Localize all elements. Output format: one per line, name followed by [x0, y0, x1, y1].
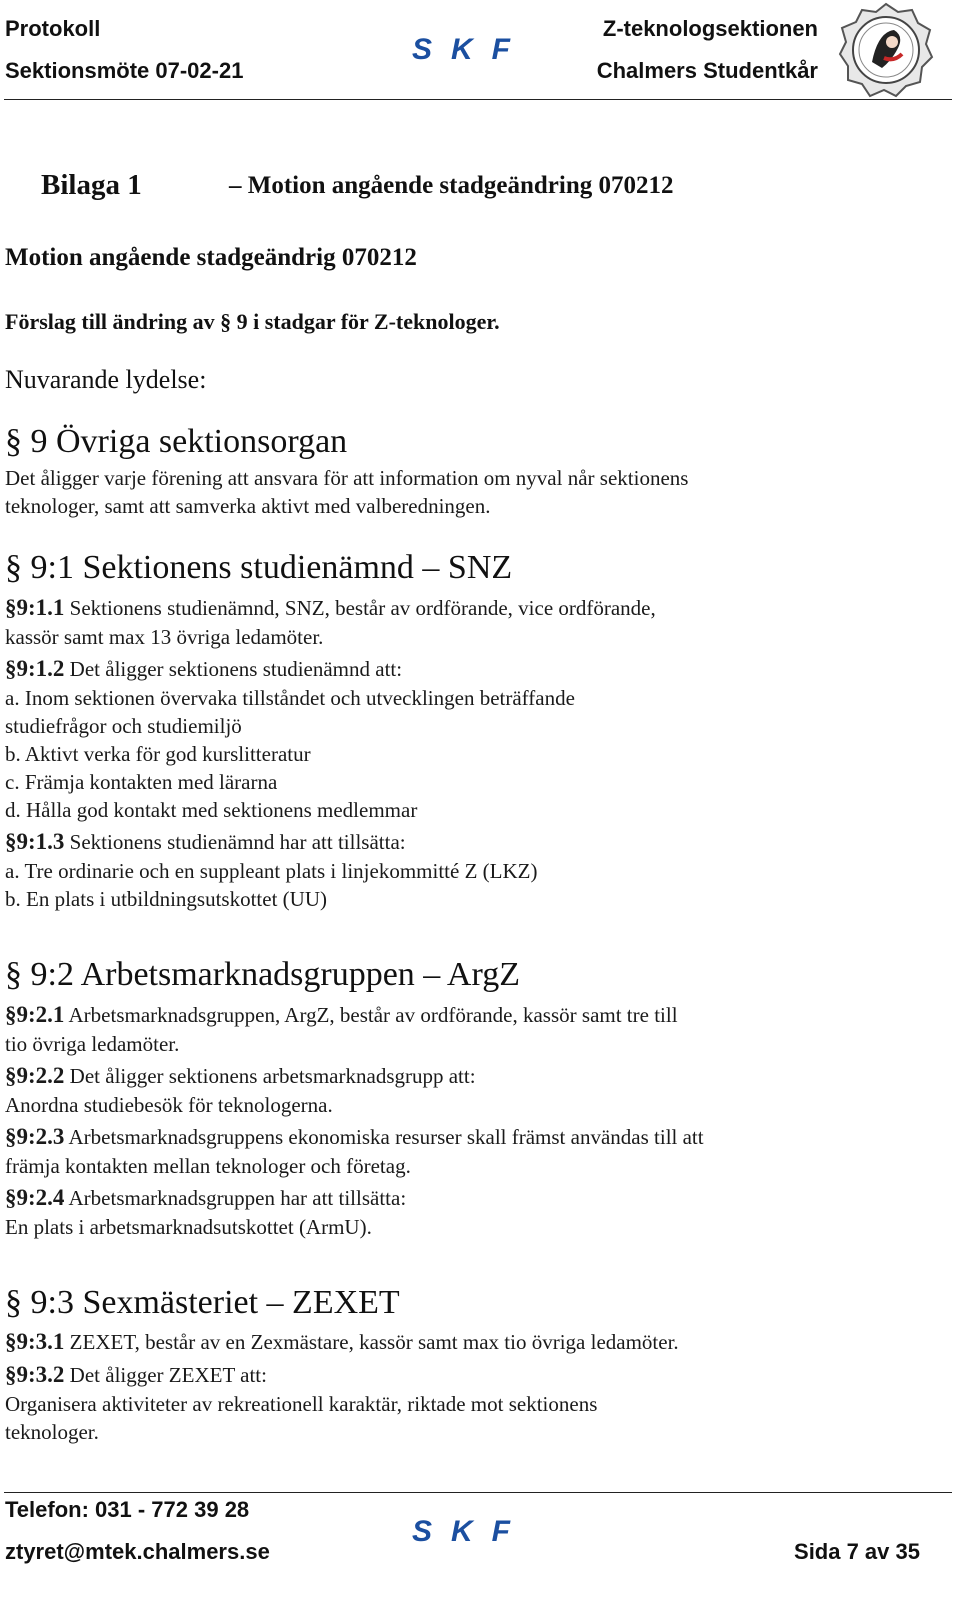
list-item: b. En plats i utbildningsutskottet (UU)	[5, 887, 327, 911]
paragraph-9-2-3-line2: främja kontakten mellan teknologer och företag.	[5, 1154, 411, 1178]
section-9-2-heading: § 9:2 Arbetsmarknadsgruppen – ArgZ	[5, 956, 520, 993]
paragraph-number: §9:2.2	[5, 1063, 65, 1088]
paragraph-9-2-2-line2: Anordna studiebesök för teknologerna.	[5, 1093, 333, 1117]
paragraph-number: §9:2.4	[5, 1185, 65, 1210]
paragraph-9-2-4	[5, 1185, 406, 1211]
section-9-body-line2: teknologer, samt att samverka aktivt med valberedningen.	[5, 494, 491, 518]
footer-page-number: Sida 7 av 35	[794, 1539, 920, 1564]
section-9-body-line1: Det åligger varje förening att ansvara för att information om nyval når sektionens	[5, 466, 689, 490]
paragraph-number: §9:1.1	[5, 595, 65, 620]
paragraph-number: §9:2.1	[5, 1002, 65, 1027]
footer-skf-logo-icon	[412, 1516, 516, 1544]
paragraph-9-3-2	[5, 1362, 267, 1388]
footer-email[interactable]: ztyret@mtek.chalmers.se	[5, 1539, 270, 1564]
paragraph-number: §9:3.2	[5, 1362, 65, 1387]
motion-title: Motion angående stadgeändrig 070212	[5, 244, 417, 271]
paragraph-text: Det åligger sektionens arbetsmarknadsgrupp att:	[64, 1064, 476, 1088]
paragraph-9-1-1-line2: kassör samt max 13 övriga ledamöter.	[5, 625, 324, 649]
paragraph-text: Arbetsmarknadsgruppens ekonomiska resurser skall främst användas till att	[64, 1125, 704, 1149]
paragraph-text: Sektionens studienämnd har att tillsätta:	[64, 830, 406, 854]
list-item: d. Hålla god kontakt med sektionens medlemmar	[5, 798, 418, 822]
paragraph-9-2-3	[5, 1124, 704, 1150]
paragraph-text: Det åligger sektionens studienämnd att:	[64, 657, 403, 681]
paragraph-9-2-2	[5, 1063, 476, 1089]
paragraph-9-1-2	[5, 656, 402, 682]
paragraph-9-3-2-line3: teknologer.	[5, 1420, 99, 1444]
section-9-heading: § 9 Övriga sektionsorgan	[5, 423, 348, 460]
header-doc-type: Protokoll	[5, 16, 101, 41]
footer-phone: Telefon: 031 - 772 39 28	[5, 1497, 250, 1522]
paragraph-9-2-1	[5, 1002, 678, 1028]
header-meeting-date: Sektionsmöte 07-02-21	[5, 58, 244, 83]
header-organization: Z-teknologsektionen	[602, 16, 818, 41]
section-emblem-icon	[838, 2, 934, 98]
header-union: Chalmers Studentkår	[596, 58, 818, 83]
paragraph-text: Arbetsmarknadsgruppen, ArgZ, består av ordförande, kassör samt tre till	[64, 1003, 678, 1027]
skf-logo-icon	[412, 34, 516, 62]
paragraph-9-2-1-line2: tio övriga ledamöter.	[5, 1032, 180, 1056]
attachment-label: Bilaga 1	[41, 169, 142, 201]
list-item: c. Främja kontakten med lärarna	[5, 770, 278, 794]
skf-logo-text: SKF	[412, 34, 512, 62]
list-item: studiefrågor och studiemiljö	[5, 714, 242, 738]
paragraph-number: §9:3.1	[5, 1329, 65, 1354]
paragraph-9-3-2-line2: Organisera aktiviteter av rekreationell karaktär, riktade mot sektionens	[5, 1392, 598, 1416]
footer-divider	[4, 1492, 952, 1493]
paragraph-9-2-4-line2: En plats i arbetsmarknadsutskottet (ArmU).	[5, 1215, 372, 1239]
paragraph-9-1-1	[5, 595, 656, 621]
paragraph-9-1-3	[5, 829, 406, 855]
paragraph-text: Sektionens studienämnd, SNZ, består av ordförande, vice ordförande,	[64, 596, 656, 620]
paragraph-number: §9:1.2	[5, 656, 65, 681]
list-item: b. Aktivt verka för god kurslitteratur	[5, 742, 311, 766]
list-item: a. Tre ordinarie och en suppleant plats i linjekommitté Z (LKZ)	[5, 859, 538, 883]
proposal-line: Förslag till ändring av § 9 i stadgar för Z-teknologer.	[5, 309, 500, 334]
paragraph-text: Arbetsmarknadsgruppen har att tillsätta:	[64, 1186, 407, 1210]
current-wording-heading: Nuvarande lydelse:	[5, 365, 207, 394]
paragraph-9-3-1	[5, 1329, 679, 1355]
paragraph-number: §9:2.3	[5, 1124, 65, 1149]
header-divider	[4, 99, 952, 100]
section-9-3-heading: § 9:3 Sexmästeriet – ZEXET	[5, 1284, 400, 1321]
attachment-title: – Motion angående stadgeändring 070212	[229, 172, 674, 199]
list-item: a. Inom sektionen övervaka tillståndet och utvecklingen beträffande	[5, 686, 575, 710]
section-9-1-heading: § 9:1 Sektionens studienämnd – SNZ	[5, 549, 513, 586]
paragraph-number: §9:1.3	[5, 829, 65, 854]
footer-skf-logo-text: SKF	[412, 1516, 512, 1544]
paragraph-text: Det åligger ZEXET att:	[64, 1363, 267, 1387]
paragraph-text: ZEXET, består av en Zexmästare, kassör samt max tio övriga ledamöter.	[64, 1330, 679, 1354]
